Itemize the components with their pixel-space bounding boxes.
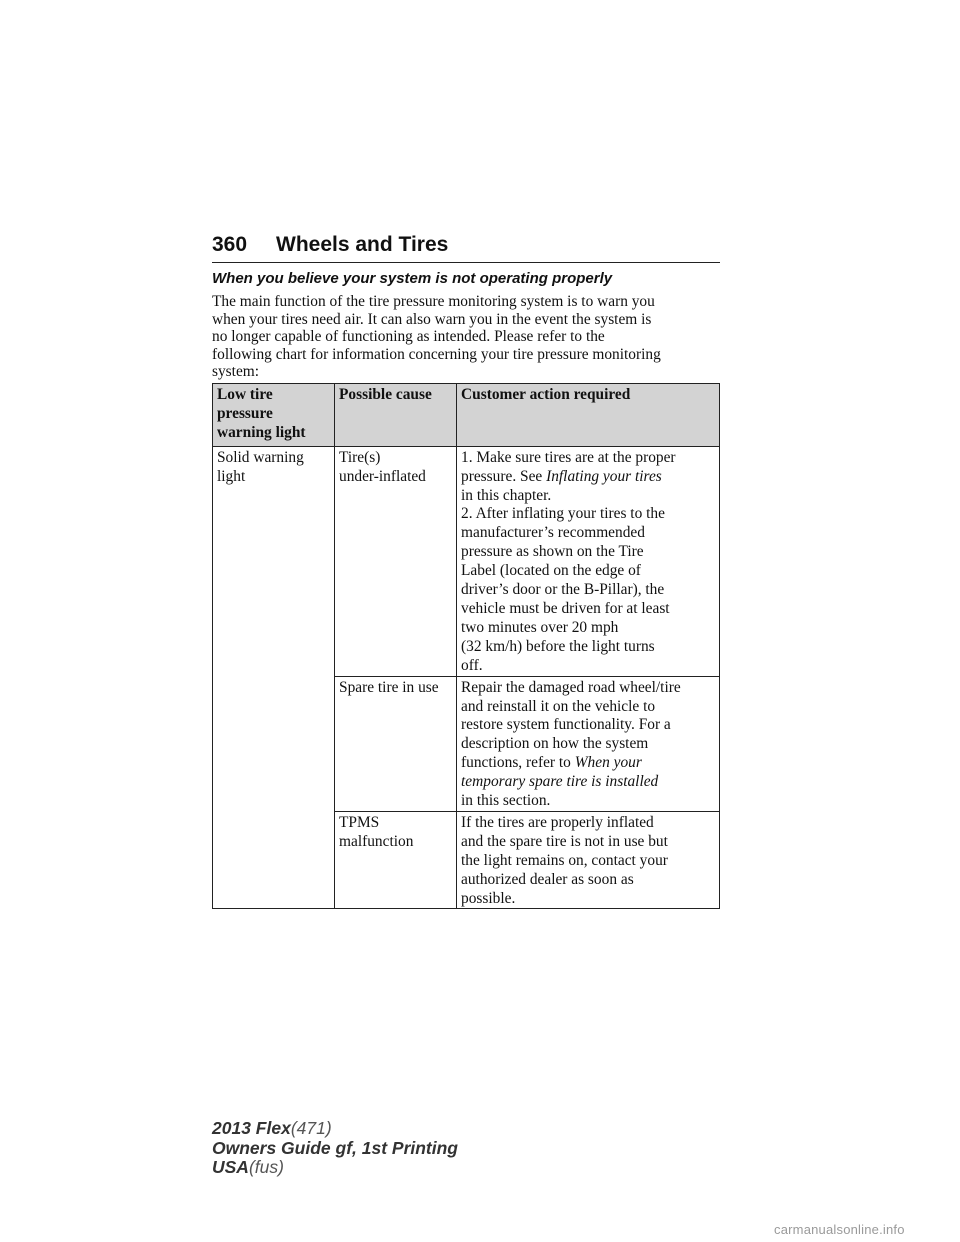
tpms-troubleshooting-table bbox=[212, 383, 720, 909]
cell-warning-light: Solid warning light bbox=[213, 446, 335, 909]
page-header bbox=[212, 232, 720, 263]
cell-action: Repair the damaged road wheel/tire and reinstall it on the vehicle to restore system functionality. For a description on how the system functions, refer to When your temporary spare tire is installed in this section. bbox=[457, 676, 720, 811]
header-possible-cause: Possible cause bbox=[335, 384, 457, 447]
page-number: 360 bbox=[212, 233, 248, 256]
footer-code: (471) bbox=[290, 1118, 332, 1138]
footer-market: USA bbox=[212, 1157, 249, 1177]
header-customer-action: Customer action required bbox=[457, 384, 720, 447]
intro-paragraph bbox=[212, 293, 722, 381]
intro-line: following chart for information concerning your tire pressure monitoring bbox=[212, 345, 661, 363]
intro-line: no longer capable of functioning as intended. Please refer to the bbox=[212, 328, 605, 346]
cross-reference-link: When your bbox=[574, 754, 642, 772]
cell-action: 1. Make sure tires are at the proper pressure. See Inflating your tires in this chapter. 2. After inflating your tires to the manufacturer’s recommended pressure as shown on the Tire Label (located on the edge of driver’s door or the B-Pillar), the vehicle must be driven for at least two minutes over 20 mph (32 km/h) before the light turns off. bbox=[457, 446, 720, 676]
cell-cause: TPMS malfunction bbox=[335, 811, 457, 909]
cell-action: If the tires are properly inflated and the spare tire is not in use but the light remains on, contact your authorized dealer as soon as possible. bbox=[457, 811, 720, 909]
watermark: carmanualsonline.info bbox=[774, 1222, 905, 1237]
footer-model: 2013 Flex bbox=[212, 1118, 291, 1138]
cell-cause: Spare tire in use bbox=[335, 676, 457, 811]
footer-market-code: (fus) bbox=[248, 1157, 284, 1177]
section-heading: When you believe your system is not operating properly bbox=[212, 270, 613, 287]
cross-reference-link: temporary spare tire is installed bbox=[461, 773, 659, 791]
footer-guide: Owners Guide gf, 1st Printing bbox=[212, 1137, 458, 1158]
table-row bbox=[213, 446, 720, 676]
intro-line: system: bbox=[212, 363, 260, 381]
cell-cause: Tire(s) under-inflated bbox=[335, 446, 457, 676]
cross-reference-link: Inflating your tires bbox=[546, 467, 662, 485]
chapter-title: Wheels and Tires bbox=[276, 233, 449, 256]
header-warning-light: Low tire pressure warning light bbox=[213, 384, 335, 447]
intro-line: The main function of the tire pressure monitoring system is to warn you bbox=[212, 293, 655, 310]
intro-line: when your tires need air. It can also warn you in the event the system is bbox=[212, 310, 652, 328]
print-footer bbox=[212, 1119, 458, 1178]
table-header-row bbox=[213, 384, 720, 447]
